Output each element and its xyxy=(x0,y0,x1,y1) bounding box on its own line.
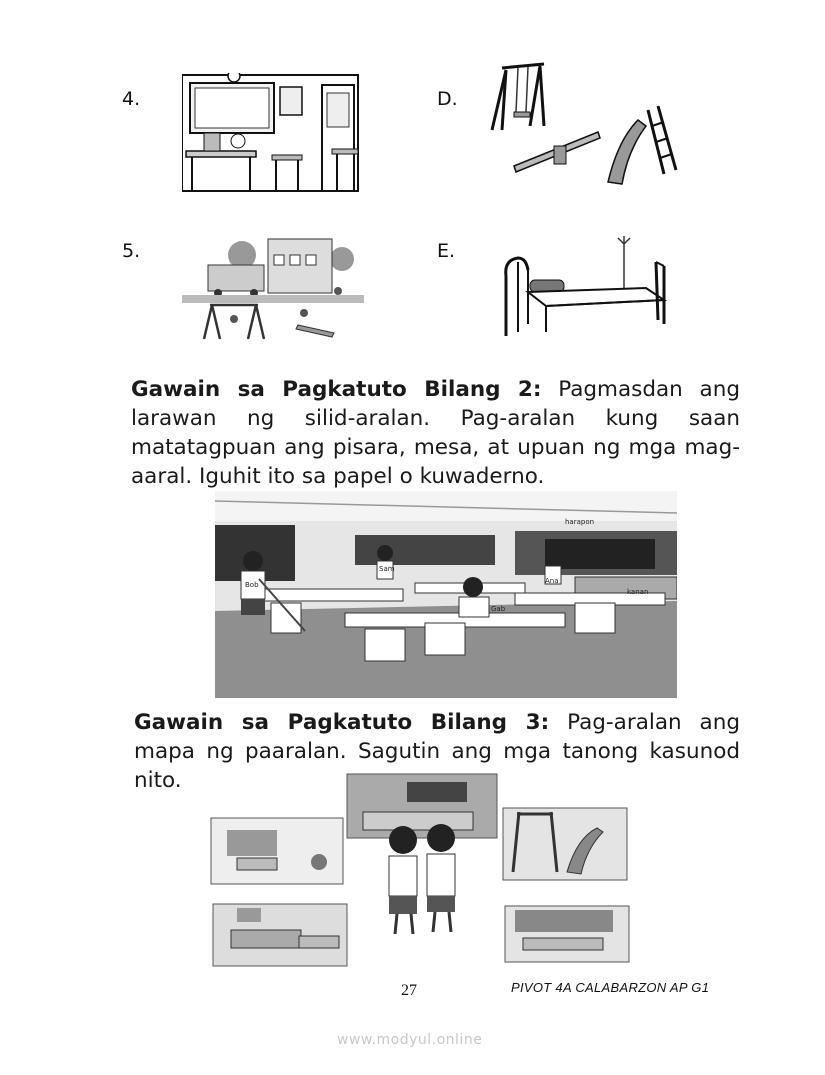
school-grounds-drawing xyxy=(182,235,364,343)
label-bob: Bob xyxy=(245,581,259,589)
page-number: 27 xyxy=(401,982,417,999)
activity-3-text: Pag-aralan ang mapa ng paaralan. Sagutin ang mga tanong kasunod nito. xyxy=(134,710,740,793)
item-number-4: 4. xyxy=(122,88,141,110)
activity-3-title: Gawain sa Pagkatuto Bilang 3: xyxy=(134,710,550,735)
label-front: harapon xyxy=(565,518,595,526)
label-sam: Sam xyxy=(379,565,395,573)
label-gab: Gab xyxy=(491,605,506,613)
playground-equipment-drawing xyxy=(488,60,684,190)
watermark: www.modyul.online xyxy=(337,1032,483,1048)
activity-2-paragraph xyxy=(131,375,740,491)
item-letter-d: D. xyxy=(437,88,458,110)
playground-room-drawing xyxy=(503,808,627,880)
students-drawing xyxy=(389,824,455,934)
classroom-room-drawing xyxy=(347,774,497,838)
canteen-room-drawing xyxy=(211,818,343,884)
school-map-image xyxy=(207,772,647,972)
bed-drawing xyxy=(496,236,668,340)
classroom-scene-image xyxy=(215,491,677,698)
pivot-label: PIVOT 4A CALABARZON AP G1 xyxy=(511,980,710,995)
library-room-drawing xyxy=(505,906,629,962)
classroom-drawing xyxy=(182,73,360,193)
label-right: kanan xyxy=(627,588,649,596)
item-number-5: 5. xyxy=(122,240,141,262)
activity-2-title: Gawain sa Pagkatuto Bilang 2: xyxy=(131,377,542,402)
item-letter-e: E. xyxy=(437,240,456,262)
activity-2-text: Pagmasdan ang larawan ng silid-aralan. Pag-aralan kung saan matatagpuan ang pisara, mesa, at upuan ng mga mag-aaral. Iguhit ito sa papel o kuwaderno. xyxy=(131,377,740,489)
label-ana: Ana xyxy=(545,577,559,585)
office-room-drawing xyxy=(213,904,347,966)
